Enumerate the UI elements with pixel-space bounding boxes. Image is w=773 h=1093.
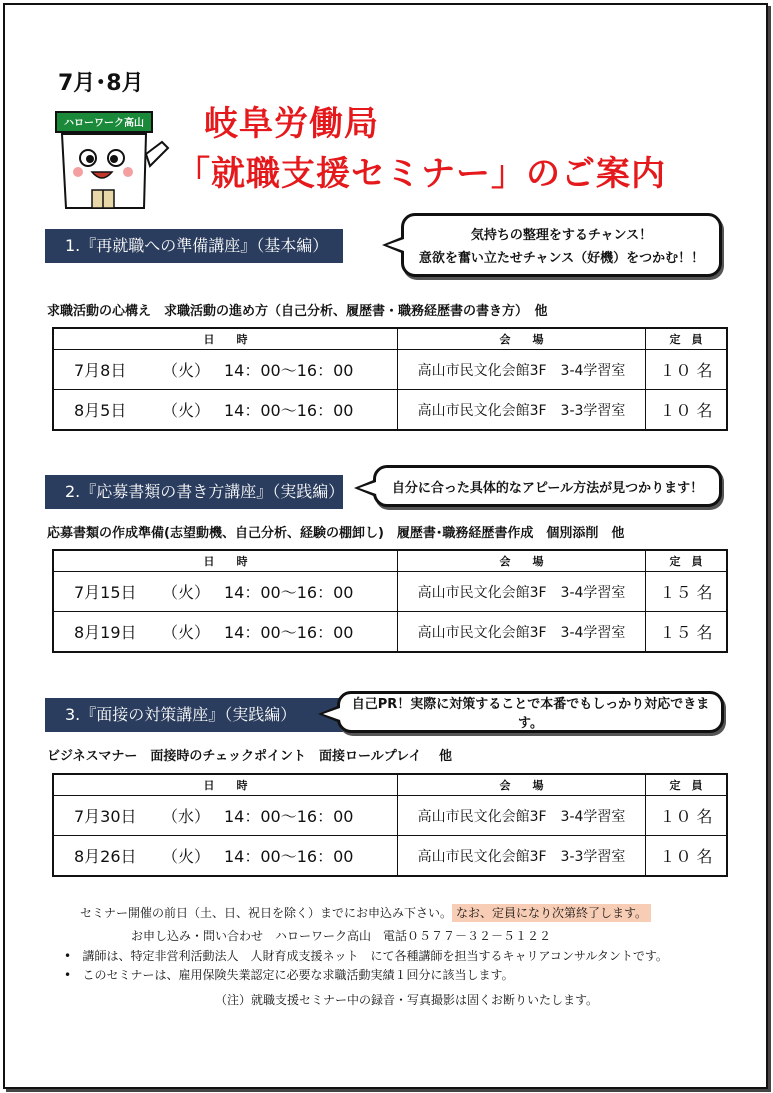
weekday: （火） xyxy=(162,401,211,420)
header-venue: 会 場 xyxy=(398,774,646,796)
capacity-cell: １５ 名 xyxy=(646,612,728,653)
weekday: （水） xyxy=(162,807,211,826)
datetime-cell xyxy=(53,836,398,877)
table-header-row xyxy=(53,328,727,350)
capacity-cell: １０ 名 xyxy=(646,350,728,390)
datetime-cell xyxy=(53,350,398,390)
section-1-topics: 求職活動の心構え 求職活動の進め方（自己分析、履歴書・職務経歴書の書き方） 他 xyxy=(47,304,548,319)
bullet-text: 講師は、特定非営利活動法人 人財育成支援ネット にて各種講師を担当するキャリアコンサルタントです。 xyxy=(82,949,668,963)
section-1-bubble xyxy=(401,213,722,277)
section-3-bubble xyxy=(337,691,724,733)
header-datetime: 日 時 xyxy=(53,550,398,572)
table-row xyxy=(53,612,727,653)
apply-note xyxy=(80,904,651,921)
date: 7月15日 xyxy=(74,583,137,602)
recording-note: （注）就職支援セミナー中の録音・写真撮影は固くお断りいたします。 xyxy=(215,993,599,1007)
datetime-cell xyxy=(53,390,398,431)
date: 8月26日 xyxy=(74,847,137,866)
header-capacity: 定 員 xyxy=(646,550,728,572)
bullet-instructor xyxy=(64,947,668,964)
time: 14：00～16：00 xyxy=(224,847,354,866)
header-capacity: 定 員 xyxy=(646,328,728,350)
datetime-cell xyxy=(53,572,398,612)
datetime-cell xyxy=(53,796,398,836)
section-3-topics: ビジネスマナー 面接時のチェックポイント 面接ロールプレイ 他 xyxy=(47,749,453,764)
bubble-line: 自分に合った具体的なアピール方法が見つかります！ xyxy=(391,480,704,496)
bubble-line: 気持ちの整理をするチャンス！ xyxy=(470,228,653,243)
table-row xyxy=(53,572,727,612)
venue-cell: 高山市民文化会館3F 3-3学習室 xyxy=(398,390,646,431)
bubble-line: 自己PR！実際に対策することで本番でもしっかり対応できます。 xyxy=(351,697,710,731)
header-capacity: 定 員 xyxy=(646,774,728,796)
contact-info: お申し込み・問い合わせ ハローワーク高山 電話０５７７－３２－５１２２ xyxy=(131,929,552,943)
weekday: （火） xyxy=(162,847,211,866)
section-2-bubble xyxy=(373,465,722,507)
apply-note-text: セミナー開催の前日（土、日、祝日を除く）までにお申込み下さい。 xyxy=(80,906,453,920)
bullet-icon: • xyxy=(64,968,72,982)
time: 14：00～16：00 xyxy=(224,401,354,420)
capacity-highlight: なお、定員になり次第終了します。 xyxy=(452,904,651,922)
weekday: （火） xyxy=(162,623,211,642)
weekday: （火） xyxy=(162,361,211,380)
header-venue: 会 場 xyxy=(398,550,646,572)
header-datetime: 日 時 xyxy=(53,328,398,350)
section-3-schedule-table xyxy=(52,773,728,877)
section-1-title: 1.『再就職への準備講座』（基本編） xyxy=(45,229,343,263)
bullet-icon: • xyxy=(64,949,72,963)
header-venue: 会 場 xyxy=(398,328,646,350)
weekday: （火） xyxy=(162,583,211,602)
table-row xyxy=(53,350,727,390)
date: 8月19日 xyxy=(74,623,137,642)
date: 7月8日 xyxy=(74,361,127,380)
capacity-cell: １５ 名 xyxy=(646,572,728,612)
bullet-insurance xyxy=(64,966,514,983)
table-row xyxy=(53,796,727,836)
datetime-cell xyxy=(53,612,398,653)
venue-cell: 高山市民文化会館3F 3-3学習室 xyxy=(398,836,646,877)
bubble-line: 意欲を奮い立たせチャンス（好機）をつかむ！！ xyxy=(418,251,705,266)
title-line2: 「就職支援セミナー」のご案内 xyxy=(176,154,666,194)
month-label: 7月･8月 xyxy=(58,71,144,96)
date: 8月5日 xyxy=(74,401,127,420)
capacity-cell: １０ 名 xyxy=(646,836,728,877)
bullet-text: このセミナーは、雇用保険失業認定に必要な求職活動実績１回分に該当します。 xyxy=(82,968,514,982)
table-row xyxy=(53,836,727,877)
table-header-row xyxy=(53,774,727,796)
time: 14：00～16：00 xyxy=(224,361,354,380)
section-1-schedule-table xyxy=(52,327,728,431)
section-2-title: 2.『応募書類の書き方講座』（実践編） xyxy=(45,475,343,509)
mascot-illustration xyxy=(52,108,172,218)
capacity-cell: １０ 名 xyxy=(646,796,728,836)
venue-cell: 高山市民文化会館3F 3-4学習室 xyxy=(398,612,646,653)
title-line1: 岐阜労働局 xyxy=(204,104,379,144)
section-3-title: 3.『面接の対策講座』（実践編） xyxy=(45,698,343,732)
section-2-schedule-table xyxy=(52,549,728,653)
mascot-sign-text: ハローワーク高山 xyxy=(64,118,144,129)
date: 7月30日 xyxy=(74,807,137,826)
venue-cell: 高山市民文化会館3F 3-4学習室 xyxy=(398,796,646,836)
capacity-cell: １０ 名 xyxy=(646,390,728,431)
time: 14：00～16：00 xyxy=(224,583,354,602)
time: 14：00～16：00 xyxy=(224,807,354,826)
venue-cell: 高山市民文化会館3F 3-4学習室 xyxy=(398,572,646,612)
time: 14：00～16：00 xyxy=(224,623,354,642)
table-header-row xyxy=(53,550,727,572)
table-row xyxy=(53,390,727,431)
section-2-topics: 応募書類の作成準備(志望動機、自己分析、経験の棚卸し) 履歴書･職務経歴書作成 個別添削 他 xyxy=(47,526,625,541)
header-datetime: 日 時 xyxy=(53,774,398,796)
venue-cell: 高山市民文化会館3F 3-4学習室 xyxy=(398,350,646,390)
